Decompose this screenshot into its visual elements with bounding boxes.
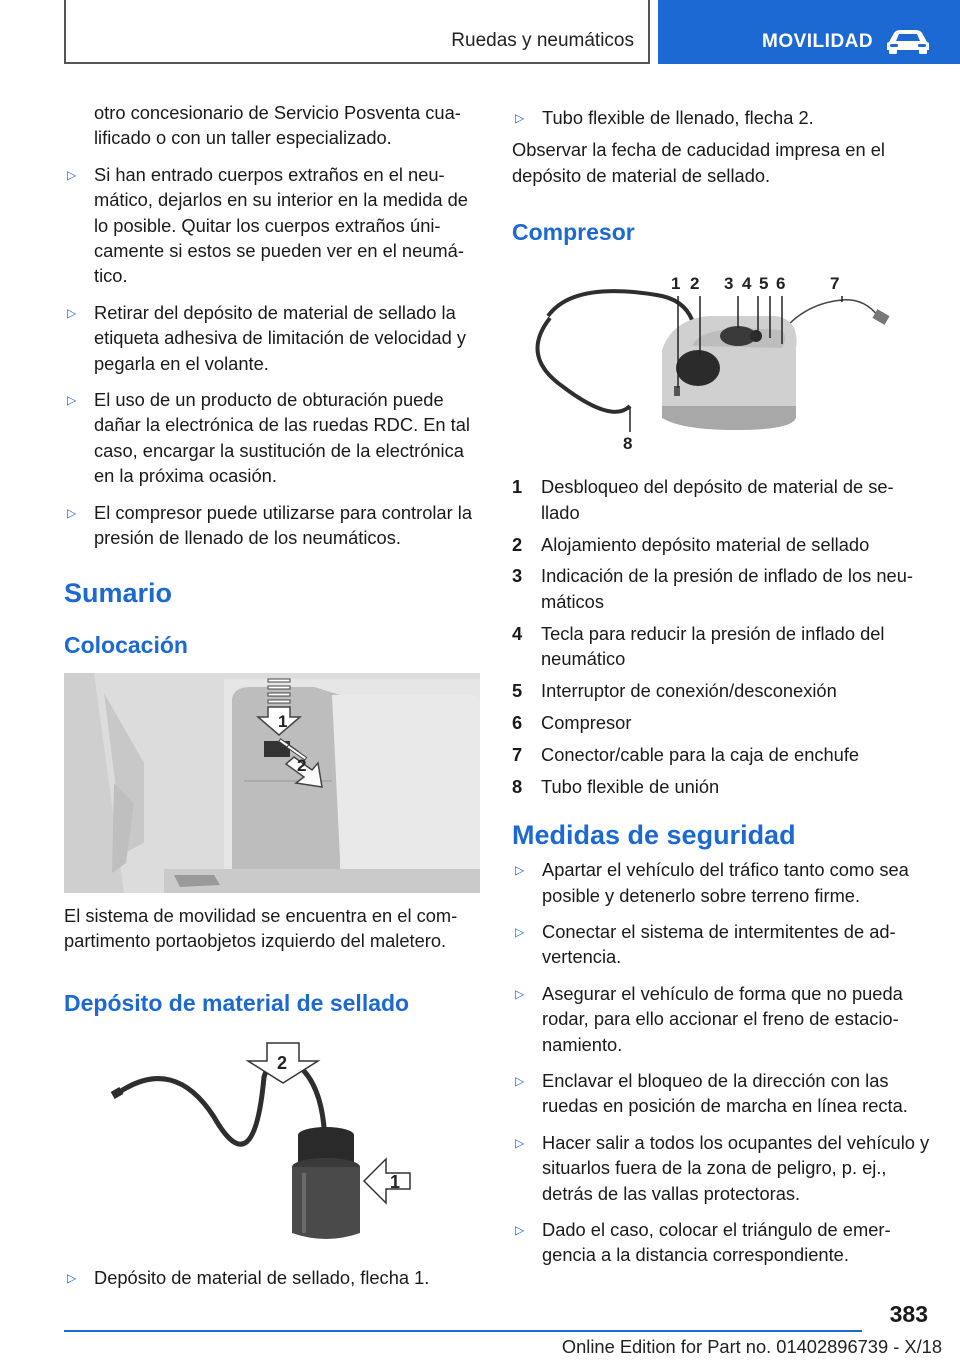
heading-compresor: Compresor [512, 219, 635, 246]
fig3-label: 6 [776, 274, 786, 294]
legend-item: 7 Conector/cable para la caja de enchufe [512, 743, 860, 765]
page-number: 383 [889, 1301, 928, 1327]
footer-edition: Online Edition for Part no. 01402896739 - X/18 [561, 1336, 942, 1357]
list-item: ▷ El uso de un producto de obturación puede dañar la electrónica de las ruedas RDC. En tal caso, encargar la sustitución de la electrónica en la próxima ocasión. [67, 389, 470, 487]
triangle-bullet-icon: ▷ [515, 986, 525, 1001]
list-item: ▷ Conectar el sistema de intermitentes de ad-vertencia. [515, 921, 896, 968]
list-item: ▷ Dado el caso, colocar el triángulo de emer-gencia a la distancia correspondiente. [515, 1219, 891, 1266]
legend-item: 6 Compresor [512, 711, 632, 733]
list-item: ▷ Hacer salir a todos los ocupantes del vehículo y situarlos fuera de la zona de peligro, p. ej., detrás de las vallas protectoras. [515, 1131, 930, 1204]
legend-item: 8 Tubo flexible de unión [512, 775, 720, 797]
triangle-bullet-icon: ▷ [515, 1135, 525, 1150]
fig3-label: 4 [742, 274, 752, 294]
list-item: ▷ Retirar del depósito de material de sellado la etiqueta adhesiva de limitación de velocidad y pegarla en el volante. [67, 301, 466, 374]
heading-deposito: Depósito de material de sellado [64, 990, 410, 1017]
triangle-bullet-icon: ▷ [515, 863, 525, 878]
fig3-label: 1 [671, 274, 681, 294]
triangle-bullet-icon: ▷ [67, 393, 77, 408]
intro-continuation: otro concesionario de Servicio Posventa cua-lificado o con un taller especializado. [94, 102, 461, 149]
list-item: ▷ Tubo flexible de llenado, flecha 2. [512, 105, 932, 130]
triangle-bullet-icon: ▷ [515, 1223, 525, 1238]
list-item: ▷ Si han entrado cuerpos extraños en el neu-mático, dejarlos en su interior en la medida de lo posible. Quitar los cuerpos extraños úni-camente si estos se pueden ver en el neumá-tico. [67, 163, 468, 287]
fig2-label: 2 [277, 1053, 288, 1074]
heading-sumario: Sumario [64, 577, 173, 608]
legend-item: 5 Interruptor de conexión/desconexión [512, 680, 837, 702]
list-item: ▷ Enclavar el bloqueo de la dirección con las ruedas en posición de marcha en línea recta. [515, 1070, 908, 1117]
legend-item: 1 Desbloqueo del depósito de material de se-llado [512, 476, 894, 523]
compressor-illustration [512, 256, 932, 456]
colocacion-text: El sistema de movilidad se encuentra en el com-partimento portaobjetos izquierdo del maletero. [64, 904, 458, 951]
triangle-bullet-icon: ▷ [67, 305, 77, 320]
sealant-container-illustration [64, 1037, 480, 1247]
list-item: ▷ Asegurar el vehículo de forma que no pueda rodar, para ello accionar el freno de estacio-namiento. [515, 982, 903, 1055]
fig3-label: 5 [759, 274, 769, 294]
list-item: ▷ Depósito de material de sellado, flecha 1. [64, 1265, 482, 1290]
fig1-label: 1 [278, 711, 288, 731]
fig3-label: 2 [690, 274, 700, 294]
fig3-label: 7 [830, 274, 840, 294]
triangle-bullet-icon: ▷ [67, 167, 77, 182]
triangle-bullet-icon: ▷ [515, 111, 525, 125]
triangle-bullet-icon: ▷ [67, 1271, 77, 1286]
triangle-bullet-icon: ▷ [515, 1074, 525, 1089]
left-column [64, 100, 482, 1291]
right-column [512, 100, 932, 1268]
section-title: Ruedas y neumáticos [451, 30, 634, 51]
trunk-compartment-illustration [64, 673, 480, 893]
list-item: ▷ El compresor puede utilizarse para controlar la presión de llenado de los neumáticos. [67, 501, 472, 549]
footer-divider [64, 1330, 862, 1332]
list-item: ▷ Apartar el vehículo del tráfico tanto como sea posible y detenerlo sobre terreno firme. [515, 859, 909, 906]
car-icon [883, 28, 933, 54]
header-section-box [64, 0, 650, 64]
legend-item: 4 Tecla para reducir la presión de inflado del neumático [512, 622, 885, 670]
caducidad-text: Observar la fecha de caducidad impresa en el depósito de material de sellado. [512, 139, 885, 186]
heading-seguridad: Medidas de seguridad [512, 820, 796, 851]
fig3-label: 8 [623, 434, 633, 454]
fig2-label: 1 [390, 1172, 401, 1193]
fig3-label: 3 [724, 274, 734, 294]
header-chapter-tab [658, 0, 960, 64]
legend-item: 3 Indicación de la presión de inflado de los neu-máticos [512, 565, 913, 612]
heading-colocacion: Colocación [64, 631, 188, 658]
chapter-title: MOVILIDAD [762, 31, 874, 52]
fig1-label: 2 [297, 755, 307, 775]
triangle-bullet-icon: ▷ [515, 925, 525, 939]
triangle-bullet-icon: ▷ [67, 505, 77, 520]
compressor-legend [512, 474, 932, 799]
legend-item: 2 Alojamiento depósito material de sellado [512, 533, 870, 555]
